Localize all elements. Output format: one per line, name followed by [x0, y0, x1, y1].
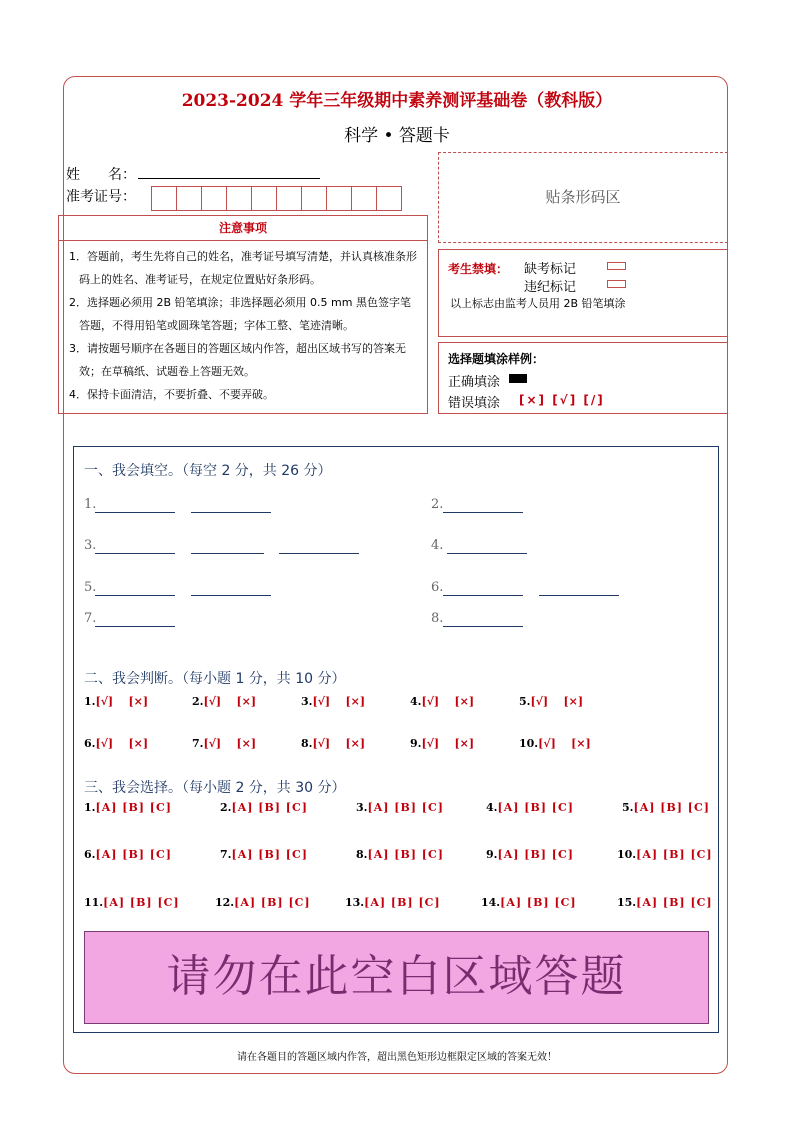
- choice-item[interactable]: [622, 801, 710, 814]
- judge-marks[interactable]: [√] [×]: [421, 695, 475, 708]
- choice-num: 12.: [215, 896, 235, 909]
- blank-label: 4.: [431, 538, 444, 553]
- id-box[interactable]: [376, 186, 402, 211]
- section2-title: 二、我会判断。（每小题 1 分，共 10 分）: [84, 671, 346, 687]
- choice-item[interactable]: [617, 848, 713, 861]
- violation-mark-box[interactable]: [607, 280, 626, 288]
- absent-mark-box[interactable]: [607, 262, 626, 270]
- judge-marks[interactable]: [√] [×]: [312, 737, 366, 750]
- id-box[interactable]: [151, 186, 177, 211]
- judge-num: 6.: [84, 737, 96, 750]
- no-answer-zone: 请勿在此空白区域答题: [84, 931, 709, 1024]
- choice-num: 9.: [486, 848, 498, 861]
- judge-marks[interactable]: [√] [×]: [95, 695, 149, 708]
- choice-item[interactable]: [84, 801, 172, 814]
- judge-marks[interactable]: [√] [×]: [95, 737, 149, 750]
- choice-item[interactable]: [486, 801, 574, 814]
- judge-marks[interactable]: [√] [×]: [203, 695, 257, 708]
- name-label: 姓 名：: [66, 167, 136, 183]
- blank-label: 5.: [84, 580, 97, 595]
- choice-options[interactable]: [A] [B] [C]: [636, 848, 713, 861]
- blank-line[interactable]: [95, 595, 175, 596]
- blank-label: 6.: [431, 580, 444, 595]
- choice-options[interactable]: [A] [B] [C]: [231, 848, 308, 861]
- choice-num: 11.: [84, 896, 104, 909]
- judge-marks[interactable]: [√] [×]: [421, 737, 475, 750]
- fill-sample-box: [438, 342, 728, 414]
- choice-options[interactable]: [A] [B] [C]: [497, 848, 574, 861]
- judge-item[interactable]: [301, 737, 365, 750]
- page-subtitle: 科学 • 答题卡: [344, 126, 450, 146]
- judge-num: 7.: [192, 737, 204, 750]
- notice-item: 4．保持卡面清洁，不要折叠、不要弄破。: [69, 388, 274, 401]
- choice-item[interactable]: [220, 848, 308, 861]
- forbid-box: [438, 249, 728, 337]
- judge-marks[interactable]: [√] [×]: [203, 737, 257, 750]
- choice-num: 5.: [622, 801, 634, 814]
- choice-item[interactable]: [84, 848, 172, 861]
- blank-line[interactable]: [447, 553, 527, 554]
- blank-line[interactable]: [95, 553, 175, 554]
- blank-line[interactable]: [191, 512, 271, 513]
- choice-num: 13.: [345, 896, 365, 909]
- choice-num: 1.: [84, 801, 96, 814]
- correct-fill-label: 正确填涂: [448, 375, 501, 390]
- id-box[interactable]: [276, 186, 302, 211]
- blank-label: 1.: [84, 497, 97, 512]
- id-box[interactable]: [176, 186, 202, 211]
- choice-options[interactable]: [A] [B] [C]: [95, 848, 172, 861]
- choice-item[interactable]: [481, 896, 577, 909]
- notice-box: [58, 215, 428, 414]
- choice-item[interactable]: [345, 896, 441, 909]
- judge-num: 3.: [301, 695, 313, 708]
- blank-line[interactable]: [539, 595, 619, 596]
- choice-num: 14.: [481, 896, 501, 909]
- choice-num: 15.: [617, 896, 637, 909]
- page-title: 2023-2024 学年三年级期中素养测评基础卷（教科版）: [181, 91, 613, 111]
- choice-item[interactable]: [617, 896, 713, 909]
- choice-options[interactable]: [A] [B] [C]: [636, 896, 713, 909]
- judge-item[interactable]: [84, 695, 148, 708]
- choice-item[interactable]: [486, 848, 574, 861]
- absent-mark-label: 缺考标记: [524, 262, 577, 277]
- footer-note: 请在各题目的答题区域内作答，超出黑色矩形边框限定区域的答案无效！: [237, 1052, 557, 1063]
- blank-label: 3.: [84, 538, 97, 553]
- choice-item[interactable]: [220, 801, 308, 814]
- wrong-fill-label: 错误填涂: [448, 396, 501, 411]
- id-box[interactable]: [326, 186, 352, 211]
- section3-title: 三、我会选择。（每小题 2 分，共 30 分）: [84, 780, 346, 796]
- choice-num: 10.: [617, 848, 637, 861]
- choice-options[interactable]: [A] [B] [C]: [367, 801, 444, 814]
- blank-line[interactable]: [279, 553, 359, 554]
- judge-num: 1.: [84, 695, 96, 708]
- blank-line[interactable]: [191, 595, 271, 596]
- section1-title: 一、我会填空。（每空 2 分，共 26 分）: [84, 463, 332, 479]
- blank-line[interactable]: [95, 512, 175, 513]
- blank-line[interactable]: [443, 512, 523, 513]
- judge-marks[interactable]: [√] [×]: [538, 737, 591, 750]
- choice-options[interactable]: [A] [B] [C]: [633, 801, 710, 814]
- id-box[interactable]: [226, 186, 252, 211]
- blank-line[interactable]: [443, 626, 523, 627]
- judge-num: 4.: [410, 695, 422, 708]
- id-boxes[interactable]: [151, 186, 401, 211]
- judge-item[interactable]: [519, 695, 583, 708]
- violation-mark-label: 违纪标记: [524, 280, 577, 295]
- choice-options[interactable]: [A] [B] [C]: [231, 801, 308, 814]
- judge-marks[interactable]: [√] [×]: [530, 695, 584, 708]
- choice-num: 6.: [84, 848, 96, 861]
- notice-item: 3．请按题号顺序在各题目的答题区域内作答，超出区域书写的答案无效；在草稿纸、试题卷上答题无效。: [69, 342, 406, 378]
- choice-item[interactable]: [215, 896, 311, 909]
- judge-item[interactable]: [192, 737, 256, 750]
- choice-item[interactable]: [356, 801, 444, 814]
- choice-options[interactable]: [A] [B] [C]: [500, 896, 577, 909]
- id-box[interactable]: [301, 186, 327, 211]
- forbid-label: 考生禁填：: [448, 262, 509, 276]
- blank-label: 7.: [84, 611, 97, 626]
- judge-item[interactable]: [301, 695, 365, 708]
- notice-item: 2．选择题必须用 2B 铅笔填涂；非选择题必须用 0.5 mm 黑色签字笔答题，不得用铅笔或圆珠笔答题；字体工整、笔迹清晰。: [69, 296, 411, 332]
- judge-num: 10.: [519, 737, 539, 750]
- blank-label: 2.: [431, 497, 444, 512]
- choice-options[interactable]: [A] [B] [C]: [95, 801, 172, 814]
- notice-heading: 注意事项: [59, 216, 427, 241]
- wrong-fill-marks: [×] [√] [/]: [519, 393, 605, 407]
- judge-item[interactable]: [192, 695, 256, 708]
- judge-item[interactable]: [410, 695, 474, 708]
- choice-num: 7.: [220, 848, 232, 861]
- forbid-note: 以上标志由监考人员用 2B 铅笔填涂: [450, 297, 626, 310]
- choice-num: 2.: [220, 801, 232, 814]
- blank-label: 8.: [431, 611, 444, 626]
- choice-options[interactable]: [A] [B] [C]: [103, 896, 180, 909]
- notice-item: 1．答题前，考生先将自己的姓名，准考证号填写清楚，并认真核准条形码上的姓名、准考证号，在规定位置贴好条形码。: [69, 250, 417, 286]
- judge-num: 2.: [192, 695, 204, 708]
- name-field[interactable]: [138, 178, 320, 179]
- choice-options[interactable]: [A] [B] [C]: [234, 896, 311, 909]
- choice-options[interactable]: [A] [B] [C]: [364, 896, 441, 909]
- choice-options[interactable]: [A] [B] [C]: [367, 848, 444, 861]
- judge-num: 5.: [519, 695, 531, 708]
- choice-num: 4.: [486, 801, 498, 814]
- choice-item[interactable]: [356, 848, 444, 861]
- sample-heading: 选择题填涂样例：: [448, 352, 545, 366]
- choice-num: 3.: [356, 801, 368, 814]
- blank-line[interactable]: [191, 553, 264, 554]
- choice-options[interactable]: [A] [B] [C]: [497, 801, 574, 814]
- id-box[interactable]: [201, 186, 227, 211]
- blank-line[interactable]: [443, 595, 523, 596]
- choice-num: 8.: [356, 848, 368, 861]
- blank-line[interactable]: [95, 626, 175, 627]
- correct-fill-mark: [509, 374, 527, 383]
- id-box[interactable]: [251, 186, 277, 211]
- judge-marks[interactable]: [√] [×]: [312, 695, 366, 708]
- choice-item[interactable]: [84, 896, 180, 909]
- judge-num: 8.: [301, 737, 313, 750]
- judge-item[interactable]: [84, 737, 148, 750]
- id-box[interactable]: [351, 186, 377, 211]
- judge-num: 9.: [410, 737, 422, 750]
- judge-item[interactable]: [519, 737, 591, 750]
- barcode-area: 贴条形码区: [438, 152, 728, 243]
- id-label: 准考证号：: [66, 189, 136, 205]
- judge-item[interactable]: [410, 737, 474, 750]
